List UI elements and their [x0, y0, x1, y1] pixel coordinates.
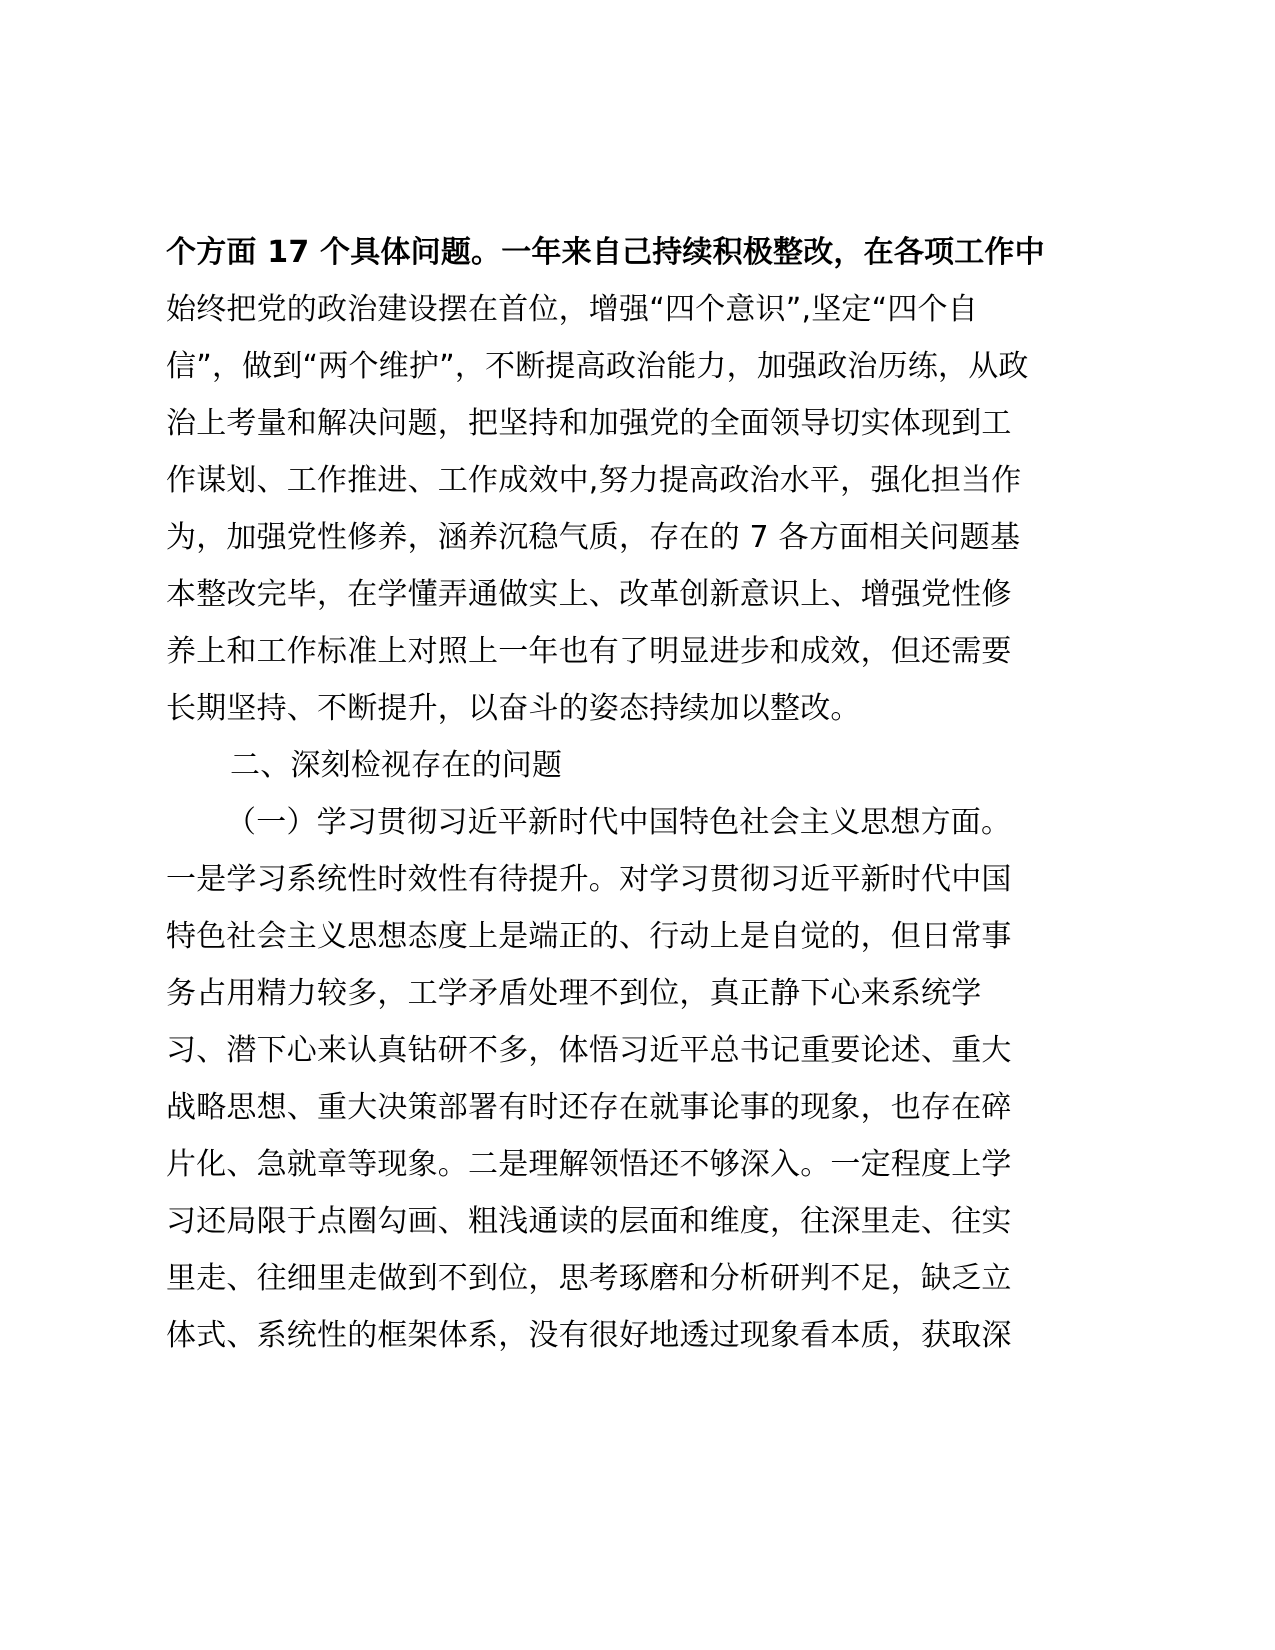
text-line: 战略思想、重大决策部署有时还存在就事论事的现象，也存在碎 [166, 1090, 1012, 1125]
text-line: 片化、急就章等现象。二是理解领悟还不够深入。一定程度上学 [166, 1147, 1012, 1182]
text-line: 里走、往细里走做到不到位，思考琢磨和分析研判不足，缺乏立 [166, 1261, 1012, 1296]
text-line: 务占用精力较多，工学矛盾处理不到位，真正静下心来系统学 [166, 976, 982, 1011]
text-line: 始终把党的政治建设摆在首位，增强“四个意识”,坚定“四个自 [166, 292, 978, 327]
text-line: 治上考量和解决问题，把坚持和加强党的全面领导切实体现到工 [166, 406, 1012, 441]
text-line: 个方面 17 个具体问题。一年来自己持续积极整改，在各项工作中 [166, 235, 1045, 270]
body-text [166, 224, 1126, 1364]
text-line: 习还局限于点圈勾画、粗浅通读的层面和维度，往深里走、往实 [166, 1204, 1012, 1239]
text-line: 作谋划、工作推进、工作成效中,努力提高政治水平，强化担当作 [166, 463, 1022, 498]
text-line: 信”，做到“两个维护”，不断提高政治能力，加强政治历练，从政 [166, 349, 1029, 384]
subsection-heading: （一）学习贯彻习近平新时代中国特色社会主义思想方面。 [226, 805, 1012, 840]
text-line: 本整改完毕，在学懂弄通做实上、改革创新意识上、增强党性修 [166, 577, 1012, 612]
section-heading: 二、深刻检视存在的问题 [230, 748, 563, 783]
text-line: 长期坚持、不断提升，以奋斗的姿态持续加以整改。 [166, 691, 861, 726]
text-line: 体式、系统性的框架体系，没有很好地透过现象看本质，获取深 [166, 1318, 1012, 1353]
text-line: 养上和工作标准上对照上一年也有了明显进步和成效，但还需要 [166, 634, 1012, 669]
text-line: 特色社会主义思想态度上是端正的、行动上是自觉的，但日常事 [166, 919, 1012, 954]
text-line: 习、潜下心来认真钻研不多，体悟习近平总书记重要论述、重大 [166, 1033, 1012, 1068]
text-line: 为，加强党性修养，涵养沉稳气质，存在的 7 各方面相关问题基 [166, 520, 1021, 555]
text-line: 一是学习系统性时效性有待提升。对学习贯彻习近平新时代中国 [166, 862, 1012, 897]
